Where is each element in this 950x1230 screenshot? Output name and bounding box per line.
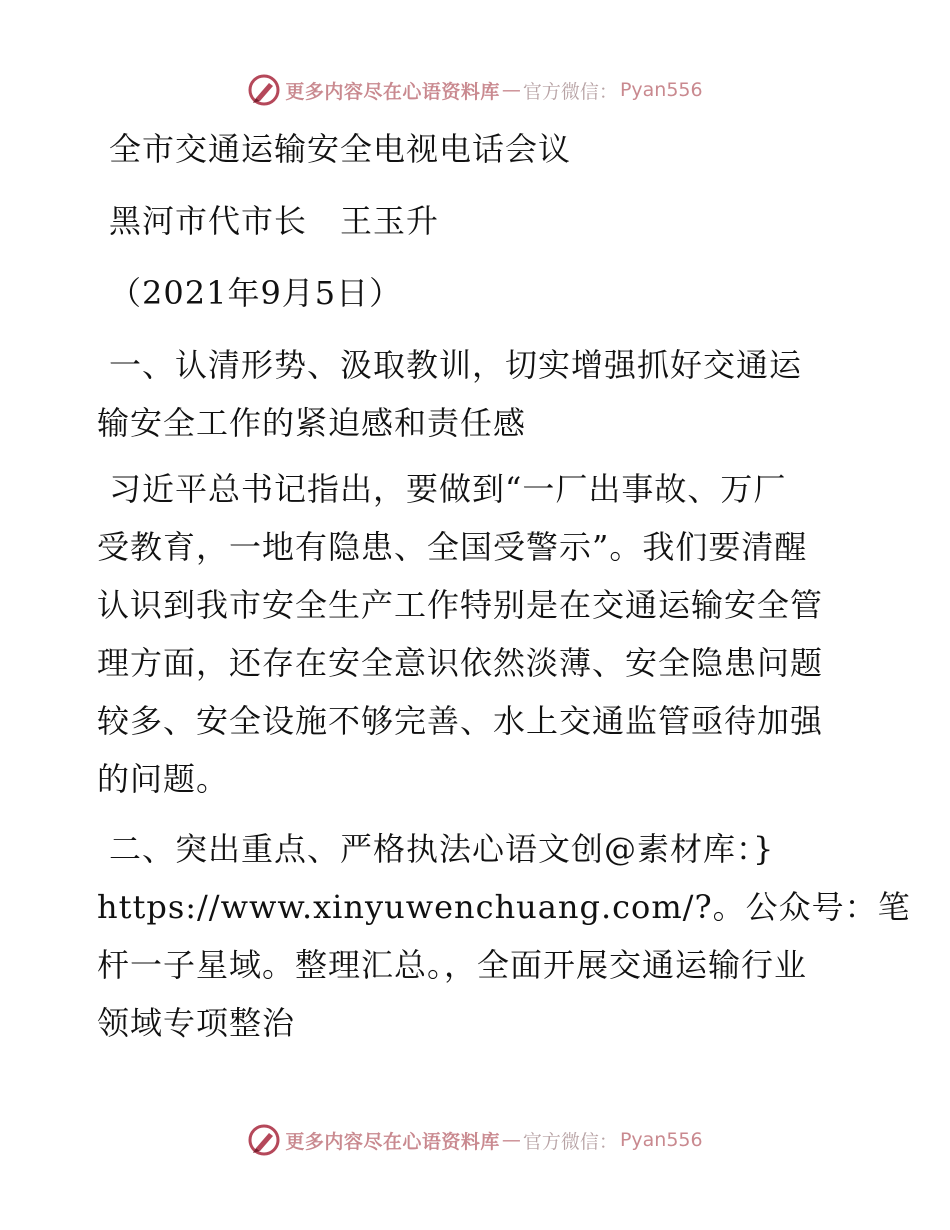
watermark-wechat-id: Pyan556 (619, 79, 703, 101)
section2-line: 领域专项整治 (97, 1004, 296, 1042)
section1-body-line: 的问题。 (97, 760, 230, 798)
watermark-label: 官方微信： (522, 1130, 618, 1153)
section1-body-line: 理方面，还存在安全意识依然淡薄、安全隐患问题 (97, 644, 824, 682)
document-date: （2021年9月5日） (109, 274, 403, 312)
watermark-dash: — (501, 1129, 521, 1151)
section1-body-line: 较多、安全设施不够完善、水上交通监管亟待加强 (97, 702, 824, 740)
section2-line: 杆一子星域。整理汇总。，全面开展交通运输行业 (97, 946, 808, 984)
section1-heading (97, 336, 857, 452)
watermark-wechat-id: Pyan556 (619, 1129, 703, 1151)
watermark-brand: 更多内容尽在心语资料库 (285, 1130, 500, 1153)
pen-logo-icon (247, 73, 281, 107)
header-watermark (0, 70, 950, 110)
pen-logo-icon (247, 1123, 281, 1157)
footer-watermark (0, 1120, 950, 1160)
document-title: 全市交通运输安全电视电话会议 (109, 130, 572, 168)
section1-body (97, 460, 857, 808)
section1-body-line: 习近平总书记指出，要做到“一厂出事故、万厂 (109, 470, 787, 508)
document-body (97, 120, 911, 1052)
section2 (97, 820, 911, 1052)
section1-body-line: 受教育，一地有隐患、全国受警示”。我们要清醒 (97, 528, 808, 566)
watermark-brand: 更多内容尽在心语资料库 (285, 80, 500, 103)
watermark-label: 官方微信： (522, 80, 618, 103)
section1-body-line: 认识到我市安全生产工作特别是在交通运输安全管 (97, 586, 824, 624)
document-speaker: 黑河市代市长 王玉升 (109, 202, 440, 240)
section2-line: https://www.xinyuwenchuang.com/?。公众号：笔 (97, 888, 911, 926)
section2-line: 二、突出重点、严格执法心语文创@素材库：} (109, 830, 775, 868)
watermark-dash: — (501, 79, 521, 101)
section1-heading-line: 一、认清形势、汲取教训，切实增强抓好交通运 (109, 346, 803, 384)
section1-heading-line: 输安全工作的紧迫感和责任感 (97, 404, 527, 442)
